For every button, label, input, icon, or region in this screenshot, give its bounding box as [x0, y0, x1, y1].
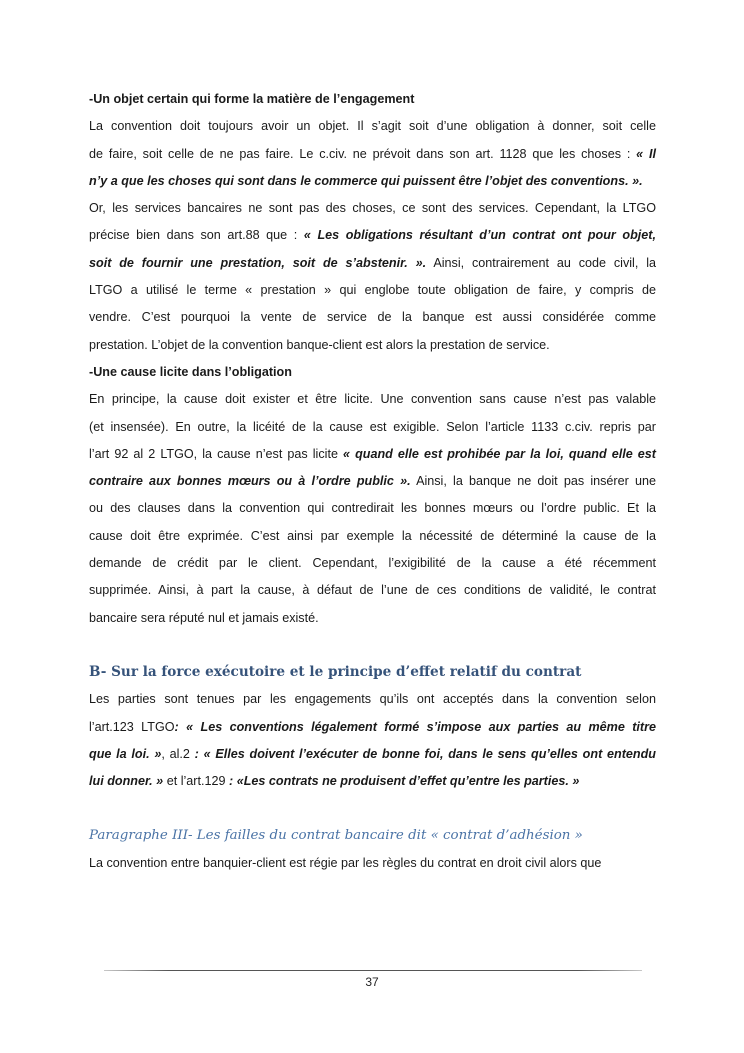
spacer: [89, 795, 656, 822]
text: (et insensée). En outre, la licéité de la cause est exigible. Selon l’article 1133 c.civ. repris par: [89, 419, 656, 434]
heading-text: -Une cause licite dans l’obligation: [89, 364, 292, 379]
paragraph-line: [89, 277, 656, 304]
text: La convention doit toujours avoir un objet. Il s’agit soit d’une obligation à donner, soit celle: [89, 119, 656, 134]
text: cause doit être exprimée. C’est ainsi par exemple la nécessité de déterminé la cause de la: [89, 528, 656, 543]
quote-text: « Les obligations résultant d’un contrat ont pour objet,: [303, 228, 657, 243]
quote-text: n’y a que les choses qui sont dans le commerce qui puissent être l’objet des conventions. ».: [89, 173, 643, 188]
paragraph-line: [89, 304, 656, 331]
text: prestation. L’objet de la convention banque-client est alors la prestation de service.: [89, 337, 550, 352]
text: l’art.123 LTGO: [89, 719, 175, 734]
text: En principe, la cause doit exister et être licite. Une convention sans cause n’est pas valable: [89, 392, 656, 407]
paragraph-line: [89, 468, 656, 495]
paragraph-line: [89, 495, 656, 522]
text: de faire, soit celle de ne pas faire. Le c.civ. ne prévoit dans son art. 1128 que les choses :: [89, 146, 631, 161]
text: ou des clauses dans la convention qui contredirait les bonnes mœurs ou l’ordre public. Et la: [89, 501, 656, 516]
text: vendre. C’est pourquoi la vente de service de la banque est aussi considérée comme: [89, 310, 656, 325]
quote-text: « Il: [636, 146, 656, 161]
quote-text: : «Les contrats ne produisent d’effet qu’entre les parties. »: [229, 774, 580, 789]
text: , al.2: [161, 746, 190, 761]
paragraph-line: [89, 168, 656, 195]
text: Les parties sont tenues par les engagements qu’ils ont acceptés dans la convention selon: [89, 692, 656, 707]
paragraph-line: [89, 605, 656, 632]
quote-text: lui donner. »: [89, 774, 164, 789]
paragraph-line: [89, 768, 656, 795]
paragraph-line: [89, 386, 656, 413]
paragraph-line: [89, 222, 656, 249]
text: Ainsi, contrairement au code civil, la: [433, 255, 656, 270]
paragraph-line: [89, 850, 656, 877]
quote-text: « quand elle est prohibée par la loi, quand elle est: [343, 446, 656, 461]
text: La convention entre banquier-client est régie par les règles du contrat en droit civil alors que: [89, 855, 602, 870]
heading-text: B- Sur la force exécutoire et le principe d’effet relatif du contrat: [89, 663, 582, 680]
text: précise bien dans son art.88 que :: [89, 228, 298, 243]
quote-text: : « Elles doivent l’exécuter de bonne foi, dans le sens qu’elles ont entendu: [194, 746, 656, 761]
paragraph-line: [89, 550, 656, 577]
text: Ainsi, la banque ne doit pas insérer une: [416, 474, 656, 489]
paragraph-line: [89, 195, 656, 222]
paragraph-line: [89, 523, 656, 550]
text: bancaire sera réputé nul et jamais existé.: [89, 610, 319, 625]
spacer: [89, 632, 656, 659]
text: l’art 92 al 2 LTGO, la cause n’est pas licite: [89, 446, 338, 461]
paragraph-line: [89, 441, 656, 468]
text: demande de crédit par le client. Cependant, l’exigibilité de la cause a été récemment: [89, 556, 656, 571]
text: supprimée. Ainsi, à part la cause, à défaut de l’une de ces conditions de validité, le contrat: [89, 583, 656, 598]
paragraph-line: [89, 414, 656, 441]
paragraph-line: [89, 113, 656, 140]
paragraph-line: [89, 250, 656, 277]
section-heading-b: [89, 659, 656, 686]
paragraph-line: [89, 714, 656, 741]
text: et l’art.129: [166, 774, 226, 789]
paragraph-line: [89, 141, 656, 168]
text: Or, les services bancaires ne sont pas des choses, ce sont des services. Cependant, la LTGO: [89, 201, 656, 216]
paragraph-line: [89, 577, 656, 604]
quote-text: contraire aux bonnes mœurs ou à l’ordre public ».: [89, 474, 411, 489]
section-heading-cause: [89, 359, 656, 386]
document-page: [89, 86, 656, 877]
footer-divider: [104, 970, 642, 971]
paragraph-line: [89, 332, 656, 359]
quote-text: que la loi. »: [89, 746, 162, 761]
paragraph-line: [89, 686, 656, 713]
section-heading-paragraphe-3: [89, 822, 656, 849]
heading-text: -Un objet certain qui forme la matière de l’engagement: [89, 92, 415, 106]
heading-text: Paragraphe III- Les failles du contrat bancaire dit « contrat d’adhésion »: [89, 828, 583, 844]
section-heading-objet: [89, 86, 656, 113]
paragraph-line: [89, 741, 656, 768]
quote-text: soit de fournir une prestation, soit de s’abstenir. ».: [89, 255, 427, 270]
text: LTGO a utilisé le terme « prestation » qui englobe toute obligation de faire, y compris de: [89, 283, 656, 298]
quote-text: : « Les conventions légalement formé s’impose aux parties au même titre: [174, 719, 657, 734]
page-number: 37: [365, 975, 379, 989]
